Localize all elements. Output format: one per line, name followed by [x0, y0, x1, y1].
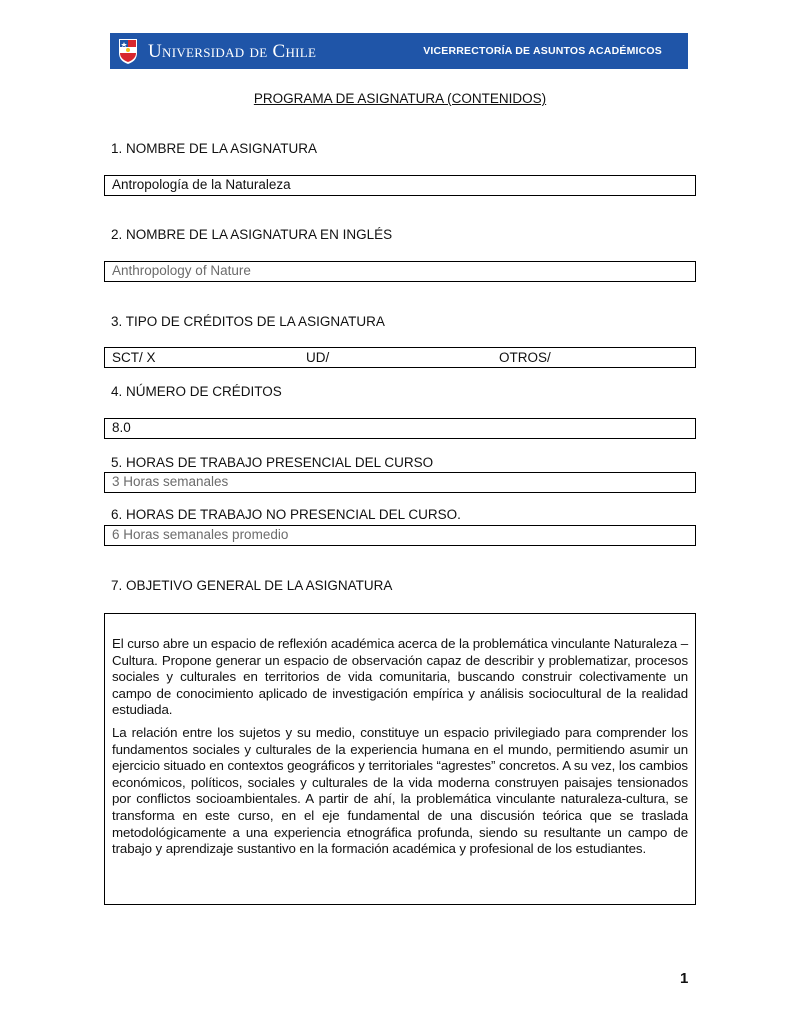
section-6-heading: 6. HORAS DE TRABAJO NO PRESENCIAL DEL CURSO.: [111, 507, 461, 522]
credit-type-ud: UD/: [306, 350, 330, 365]
university-name: Universidad de Chile: [148, 41, 317, 62]
section-5-heading: 5. HORAS DE TRABAJO PRESENCIAL DEL CURSO: [111, 455, 434, 470]
objective-paragraph-1: El curso abre un espacio de reflexión académica acerca de la problemática vinculante Naturaleza – Cultura. Propone generar un espacio de observación capaz de describir y problematizar, procesos sociales y culturales en territorios de vida comunitaria, buscando construir colectivamente un campo de conocimiento aplicado de investigación empírica y análisis sociocultural de la realidad estudiada.: [112, 636, 688, 718]
document-title: PROGRAMA DE ASIGNATURA (CONTENIDOS): [253, 91, 547, 106]
objective-paragraph-2: La relación entre los sujetos y su medio, constituye un espacio privilegiado para comprender los fundamentos sociales y culturales de la experiencia humana en el mundo, permitiendo asumir un ejercicio situado en contextos geográficos y territoriales “agrestes” concretos. A su vez, los cambios económicos, políticos, sociales y culturales de la vida moderna construyen paisajes tensionados por conflictos socioambientales. A partir de ahí, la problemática vinculante naturaleza-cultura, se transforma en este curso, en el eje fundamental de una discusión teórica que se traslada metodológicamente a una experiencia etnográfica profunda, siendo su resultante un campo de trabajo y aprendizaje sustantivo en la formación académica y profesional de los estudiantes.: [112, 724, 688, 857]
university-crest-icon: [117, 37, 139, 65]
credits-number-field: 8.0: [104, 418, 696, 439]
course-name-field: Antropología de la Naturaleza: [104, 175, 696, 196]
course-name-english-field: Anthropology of Nature: [104, 261, 696, 282]
section-2-heading: 2. NOMBRE DE LA ASIGNATURA EN INGLÉS: [111, 227, 393, 242]
header-banner: [110, 33, 688, 69]
presential-hours-field: 3 Horas semanales: [104, 472, 696, 493]
section-1-heading: 1. NOMBRE DE LA ASIGNATURA: [111, 141, 318, 156]
section-3-heading: 3. TIPO DE CRÉDITOS DE LA ASIGNATURA: [111, 314, 385, 329]
credit-type-sct: SCT/ X: [112, 350, 156, 365]
unit-name: VICERRECTORÍA DE ASUNTOS ACADÉMICOS: [423, 45, 662, 57]
credit-type-otros: OTROS/: [499, 350, 551, 365]
section-4-heading: 4. NÚMERO DE CRÉDITOS: [111, 384, 282, 399]
non-presential-hours-field: 6 Horas semanales promedio: [104, 525, 696, 546]
general-objective-box: [104, 613, 696, 905]
page-number: 1: [680, 970, 689, 987]
credit-type-field: [104, 347, 696, 368]
section-7-heading: 7. OBJETIVO GENERAL DE LA ASIGNATURA: [111, 578, 393, 593]
